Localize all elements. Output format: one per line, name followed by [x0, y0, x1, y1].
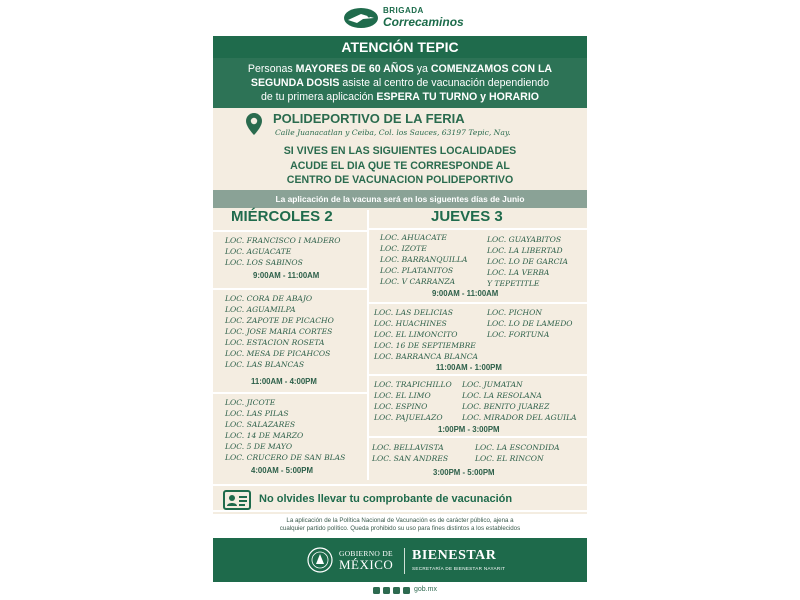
- locality-item: LOC. EL LIMO: [374, 391, 431, 400]
- notice-line-2: ACUDE EL DIA QUE TE CORRESPONDE AL: [290, 159, 510, 172]
- logo-separator: [404, 548, 405, 574]
- locality-list: [225, 235, 340, 268]
- locality-list: [475, 442, 560, 464]
- brigada-logo-icon: [343, 6, 379, 30]
- locality-item: LOC. SAN ANDRES: [372, 454, 449, 463]
- id-card-icon: [223, 490, 251, 510]
- brand-line-1: BRIGADA: [383, 6, 424, 15]
- locality-item: LOC. 5 DE MAYO: [225, 442, 293, 451]
- locality-item: LOC. CRUCERO DE SAN BLAS: [225, 453, 346, 462]
- locality-item: LOC. LA VERBA: [487, 268, 550, 277]
- locality-list: [487, 307, 573, 340]
- notice-line-3: CENTRO DE VACUNACION POLIDEPORTIVO: [286, 174, 514, 186]
- locality-item: LOC. ZAPOTE DE PICACHO: [225, 316, 334, 325]
- brand-line-2: Correcaminos: [383, 15, 464, 29]
- intro-line-3: de tu primera aplicación ESPERA TU TURNO y HORARIO: [260, 91, 540, 103]
- vaccination-poster: [213, 0, 587, 600]
- column-divider: [367, 210, 369, 480]
- locality-list: [462, 379, 577, 423]
- page-title: ATENCIÓN TEPIC: [213, 36, 587, 58]
- locality-item: LOC. AGUACATE: [225, 247, 292, 256]
- reminder-bar: [213, 484, 587, 512]
- locality-item: LOC. SALAZARES: [225, 420, 296, 429]
- locality-item: LOC. PAJUELAZO: [374, 413, 443, 422]
- locality-item: LOC. JICOTE: [225, 398, 276, 407]
- locality-item: LOC. HUACHINES: [374, 319, 447, 328]
- mexico-seal-icon: [307, 546, 333, 574]
- locality-list: [374, 379, 452, 423]
- website-link[interactable]: gob.mx: [414, 586, 437, 593]
- divider: [369, 436, 587, 438]
- locality-item: LOC. PICHON: [487, 308, 543, 317]
- time-slot: 9:00AM - 11:00AM: [432, 289, 499, 298]
- facebook-icon[interactable]: [373, 587, 380, 594]
- time-slot: 1:00PM - 3:00PM: [438, 425, 500, 434]
- locality-item: LOC. TRAPICHILLO: [374, 380, 452, 389]
- locality-item: LOC. LAS DELICIAS: [374, 308, 453, 317]
- intro-line-1: Personas MAYORES DE 60 AÑOS ya COMENZAMOS CON LA: [247, 63, 553, 75]
- locality-list: [225, 293, 334, 370]
- bienestar-title: BIENESTAR: [412, 548, 497, 563]
- locality-item: LOC. CORA DE ABAJO: [225, 294, 313, 303]
- locality-item: LOC. V CARRANZA: [380, 277, 456, 286]
- locality-list: [374, 307, 478, 362]
- gobierno-line-2: MÉXICO: [339, 557, 394, 572]
- locality-item: LOC. LA ESCONDIDA: [475, 443, 560, 452]
- intro-line-2: SEGUNDA DOSIS asiste al centro de vacunación dependiendo: [250, 77, 550, 89]
- government-footer: [213, 538, 587, 582]
- locality-item: LOC. LA RESOLANA: [462, 391, 542, 400]
- social-footer: [213, 582, 587, 600]
- locality-notice: [213, 144, 587, 190]
- locality-item: LOC. FORTUNA: [487, 330, 550, 339]
- divider: [369, 228, 587, 230]
- locality-list: [487, 234, 568, 289]
- locality-item: LOC. LOS SABINOS: [225, 258, 303, 267]
- locality-item: LOC. MIRADOR DEL AGUILA: [462, 413, 577, 422]
- locality-item: LOC. 16 DE SEPTIEMBRE: [374, 341, 476, 350]
- locality-list: [380, 232, 467, 287]
- locality-item: LOC. AGUAMILPA: [225, 305, 296, 314]
- day-header-wednesday: MIÉRCOLES 2: [231, 208, 333, 225]
- twitter-icon[interactable]: [383, 587, 390, 594]
- divider: [213, 230, 367, 232]
- locality-item: LOC. IZOTE: [380, 244, 427, 253]
- locality-list: [372, 442, 448, 464]
- locality-item: LOC. JOSE MARIA CORTES: [225, 327, 333, 336]
- time-slot: 9:00AM - 11:00AM: [253, 271, 320, 280]
- locality-item: LOC. BELLAVISTA: [372, 443, 444, 452]
- legal-line-2: cualquier partido político. Queda prohibido su uso para fines distintos a los establecidos: [279, 525, 521, 532]
- time-slot: 11:00AM - 1:00PM: [436, 363, 502, 372]
- legal-disclaimer: [213, 514, 587, 538]
- locality-item: LOC. LO DE LAMEDO: [487, 319, 573, 328]
- locality-item: LOC. EL RINCON: [475, 454, 544, 463]
- locality-item: LOC. JUMATAN: [462, 380, 523, 389]
- locality-item: LOC. LO DE GARCIA: [487, 257, 568, 266]
- locality-item: LOC. LAS PILAS: [225, 409, 289, 418]
- venue-name: POLIDEPORTIVO DE LA FERIA: [273, 111, 465, 126]
- locality-item: LOC. LA LIBERTAD: [487, 246, 563, 255]
- divider: [369, 302, 587, 304]
- locality-item: LOC. BENITO JUAREZ: [462, 402, 550, 411]
- time-slot: 11:00AM - 4:00PM: [251, 377, 317, 386]
- locality-list: [225, 397, 345, 463]
- time-slot: 4:00AM - 5:00PM: [251, 466, 313, 475]
- locality-item: LOC. EL LIMONCITO: [374, 330, 458, 339]
- locality-item: Y TEPETITLE: [487, 279, 540, 288]
- locality-item: LOC. FRANCISCO I MADERO: [225, 236, 341, 245]
- locality-item: LOC. 14 DE MARZO: [225, 431, 304, 440]
- locality-item: LOC. MESA DE PICAHCOS: [225, 349, 331, 358]
- locality-item: LOC. GUAYABITOS: [487, 235, 562, 244]
- notice-line-1: SI VIVES EN LAS SIGUIENTES LOCALIDADES: [283, 145, 517, 157]
- divider: [213, 392, 367, 394]
- locality-item: LOC. ESTACION ROSETA: [225, 338, 325, 347]
- days-banner: La aplicación de la vacuna será en los siguentes días de Junio: [213, 190, 587, 208]
- divider: [213, 288, 367, 290]
- locality-item: LOC. BARRANCA BLANCA: [374, 352, 479, 361]
- locality-item: LOC. ESPINO: [374, 402, 428, 411]
- youtube-icon[interactable]: [403, 587, 410, 594]
- divider: [369, 374, 587, 376]
- venue-section: [213, 108, 587, 144]
- day-header-thursday: JUEVES 3: [431, 208, 503, 225]
- locality-item: LOC. BARRANQUILLA: [380, 255, 468, 264]
- locality-item: LOC. LAS BLANCAS: [225, 360, 305, 369]
- intro-text: [213, 58, 587, 108]
- location-pin-icon: [246, 113, 262, 135]
- instagram-icon[interactable]: [393, 587, 400, 594]
- locality-item: LOC. PLATANITOS: [380, 266, 454, 275]
- legal-line-1: La aplicación de la Política Nacional de Vacunación es de carácter público, ajena a: [286, 517, 514, 524]
- venue-address: Calle Juanacatlan y Ceiba, Col. los Sauces, 63197 Tepic, Nay.: [275, 128, 511, 137]
- time-slot: 3:00PM - 5:00PM: [433, 468, 495, 477]
- bienestar-subtitle: SECRETARÍA DE BIENESTAR NAYARIT: [412, 566, 506, 571]
- reminder-text: No olvides llevar tu comprobante de vacunación: [259, 493, 513, 505]
- gobierno-line-1: GOBIERNO DE: [339, 549, 393, 558]
- locality-item: LOC. AHUACATE: [380, 233, 447, 242]
- brand-header: [213, 0, 587, 36]
